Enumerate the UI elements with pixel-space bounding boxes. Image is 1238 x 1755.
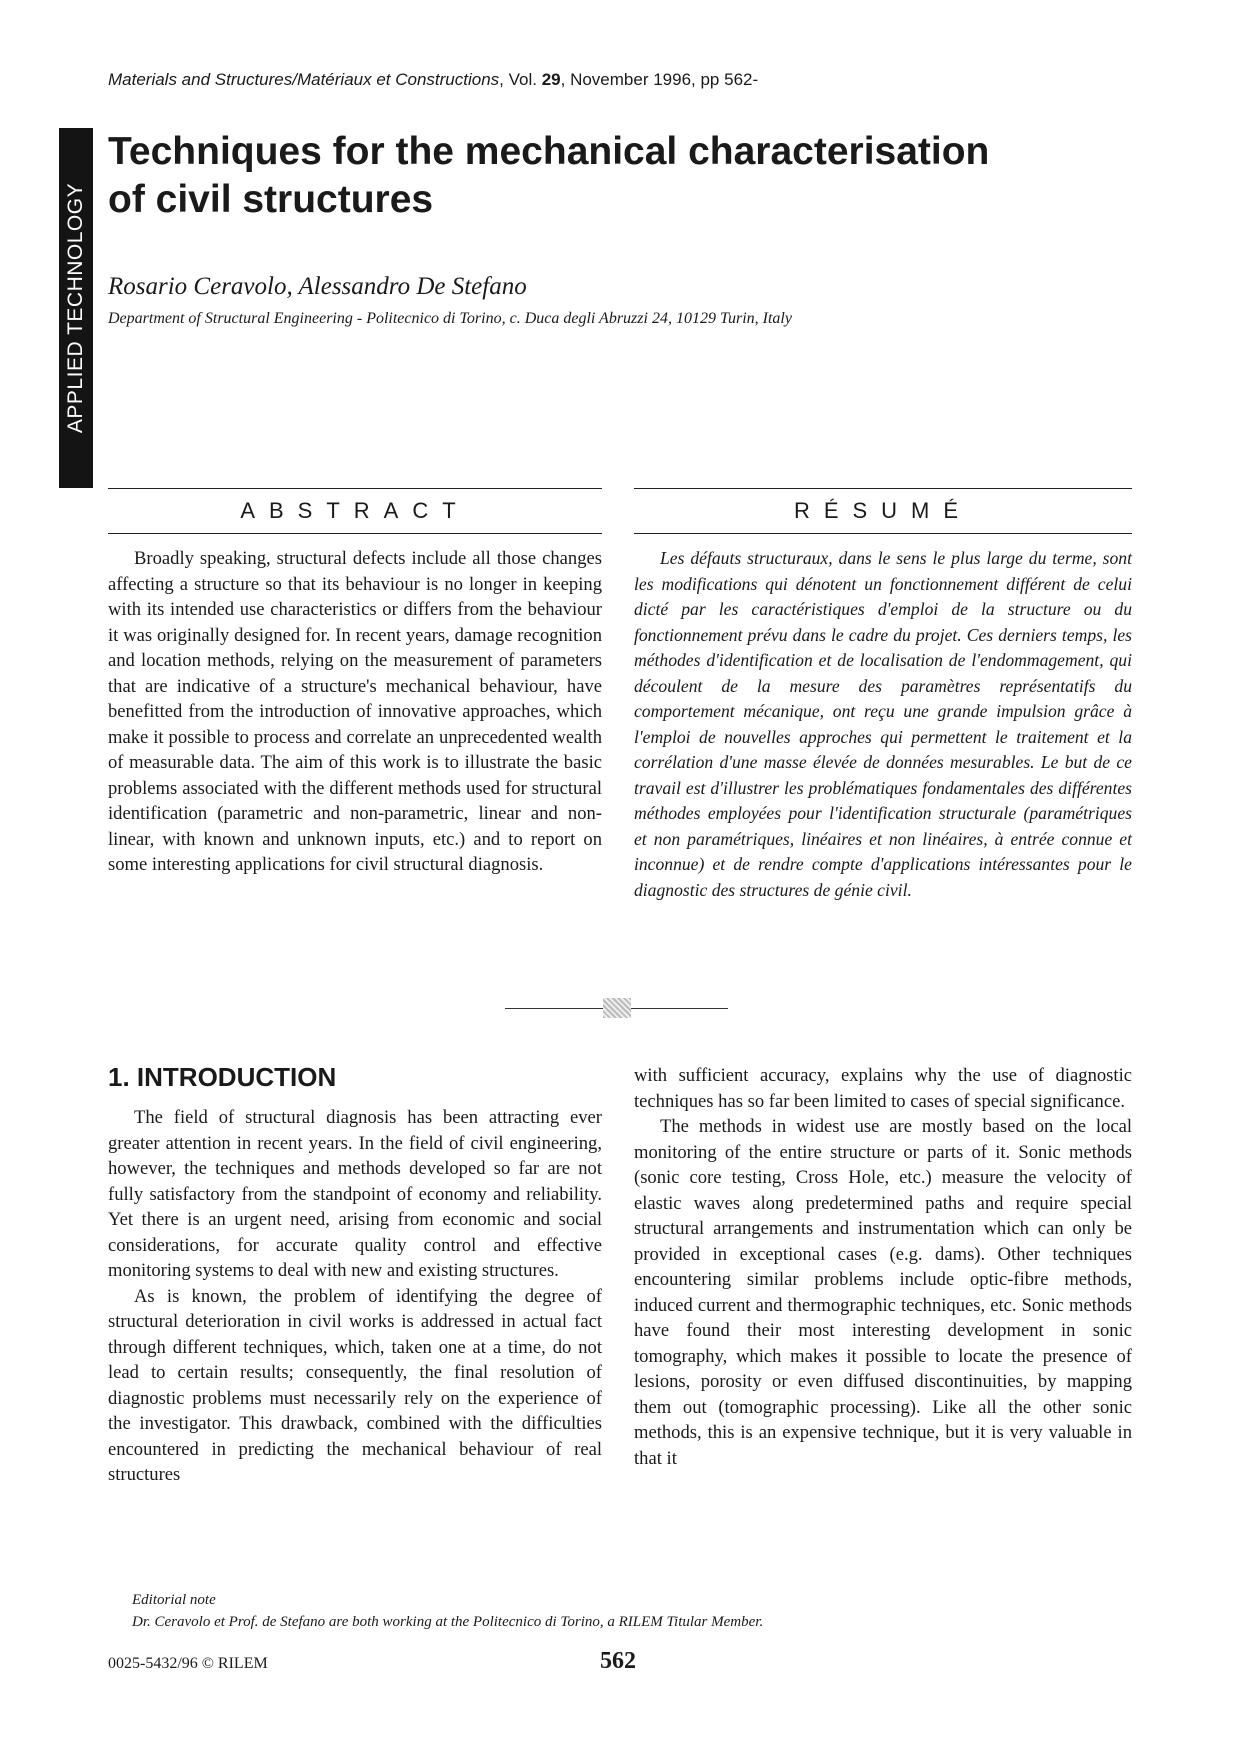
resume-heading: RÉSUMÉ [634, 488, 1132, 534]
intro-paragraph-2: As is known, the problem of identifying the degree of structural deterioration in civil works is addressed in actual fact through different techniques, which, taken one at a time, do not lead to certain results; consequently, the final resolution of diagnostic problems must necessarily rely on the experience of the investigator. This drawback, combined with the difficulties encountered in predicting the mechanical behaviour of real structures [108, 1285, 602, 1485]
paper-title [108, 128, 1168, 224]
journal-name: Materials and Structures/Matériaux et Constructions [108, 70, 500, 89]
introduction-heading: 1. INTRODUCTION [108, 1062, 337, 1092]
side-tab-label: APPLIED TECHNOLOGY [64, 182, 87, 434]
abstract-heading: ABSTRACT [108, 488, 602, 534]
editorial-note-text: Dr. Ceravolo et Prof. de Stefano are both working at the Politecnico di Torino, a RILEM Titular Member. [132, 1614, 764, 1630]
abstract-text: Broadly speaking, structural defects include all those changes affecting a structure so that its behaviour is no longer in keeping with its intended use characteristics or differs from the behaviour it was originally designed for. In recent years, damage recognition and location methods, relying on the measurement of parameters that are indicative of a structure's mechanical behaviour, have benefitted from the introduction of innovative approaches, which make it possible to process and correlate an unprecedented wealth of measurable data. The aim of this work is to illustrate the basic problems associated with the different methods used for structural identification (parametric and non-parametric, linear and non-linear, with known and unknown inputs, etc.) and to report on some interesting applications for civil structural diagnosis. [108, 548, 602, 875]
intro-paragraph-3: with sufficient accuracy, explains why the use of diagnostic techniques has so far been limited to cases of special significance. [634, 1065, 1132, 1112]
body-column-left [108, 1105, 602, 1488]
title-line-1: Techniques for the mechanical characterisation [108, 130, 990, 173]
issue-info: , November 1996, pp 562- [560, 70, 759, 89]
editorial-note-label: Editorial note [132, 1592, 216, 1608]
page-number: 562 [600, 1648, 636, 1674]
resume-text: Les défauts structuraux, dans le sens le plus large du terme, sont les modifications qui dénotent un fonctionnement différent de celui dicté par les caractéristiques d'emploi de la structure ou du fonctionnement prévu dans le cadre du projet. Ces derniers temps, les méthodes d'identification et de localisation de l'endommagement, qui découlent de la mesure des paramètres représentatifs du comportement mécanique, ont reçu une grande impulsion grâce à l'emploi de nouvelles approches qui permettent le traitement et la corrélation d'une masse élevée de données mesurables. Le but de ce travail est d'illustrer les problématiques fondamentales des différentes méthodes employées pour l'identification structurale (paramétriques et non paramétriques, linéaires et non linéaires, à entrée connue et inconnue) et de rendre compte d'applications intéressantes pour le diagnostic des structures de génie civil. [634, 548, 1132, 900]
body-column-right [634, 1063, 1132, 1471]
title-line-2: of civil structures [108, 178, 434, 221]
issn-copyright: 0025-5432/96 © RILEM [108, 1655, 268, 1672]
section-side-tab [59, 128, 93, 488]
authors: Rosario Ceravolo, Alessandro De Stefano [108, 273, 527, 300]
intro-paragraph-4: The methods in widest use are mostly based on the local monitoring of the entire structure or parts of it. Sonic methods (sonic core testing, Cross Hole, etc.) measure the velocity of elastic waves along predetermined paths and require special structural arrangements and instrumentation which can only be provided in exceptional cases (e.g. dams). Other techniques encountering similar problems include optic-fibre methods, induced current and thermographic techniques, etc. Sonic methods have found their most interesting development in sonic tomography, which makes it possible to locate the presence of lesions, porosity or even diffused discontinuities, by mapping them out (tomographic processing). Like all the other sonic methods, this is an expensive technique, but it is very valuable in that it [634, 1116, 1132, 1469]
journal-header [108, 70, 758, 90]
volume-number: 29 [541, 70, 561, 89]
affiliation: Department of Structural Engineering - Politecnico di Torino, c. Duca degli Abruzzi 24, 10129 Turin, Italy [108, 310, 792, 327]
divider-ornament [603, 998, 631, 1018]
volume-prefix: , Vol. [499, 70, 542, 89]
intro-paragraph-1: The field of structural diagnosis has been attracting ever greater attention in recent years. In the field of civil engineering, however, the techniques and methods developed so far are not fully satisfactory from the standpoint of economy and reliability. Yet there is an urgent need, arising from economic and social considerations, for accurate quality control and effective monitoring systems to deal with new and existing structures. [108, 1107, 602, 1281]
